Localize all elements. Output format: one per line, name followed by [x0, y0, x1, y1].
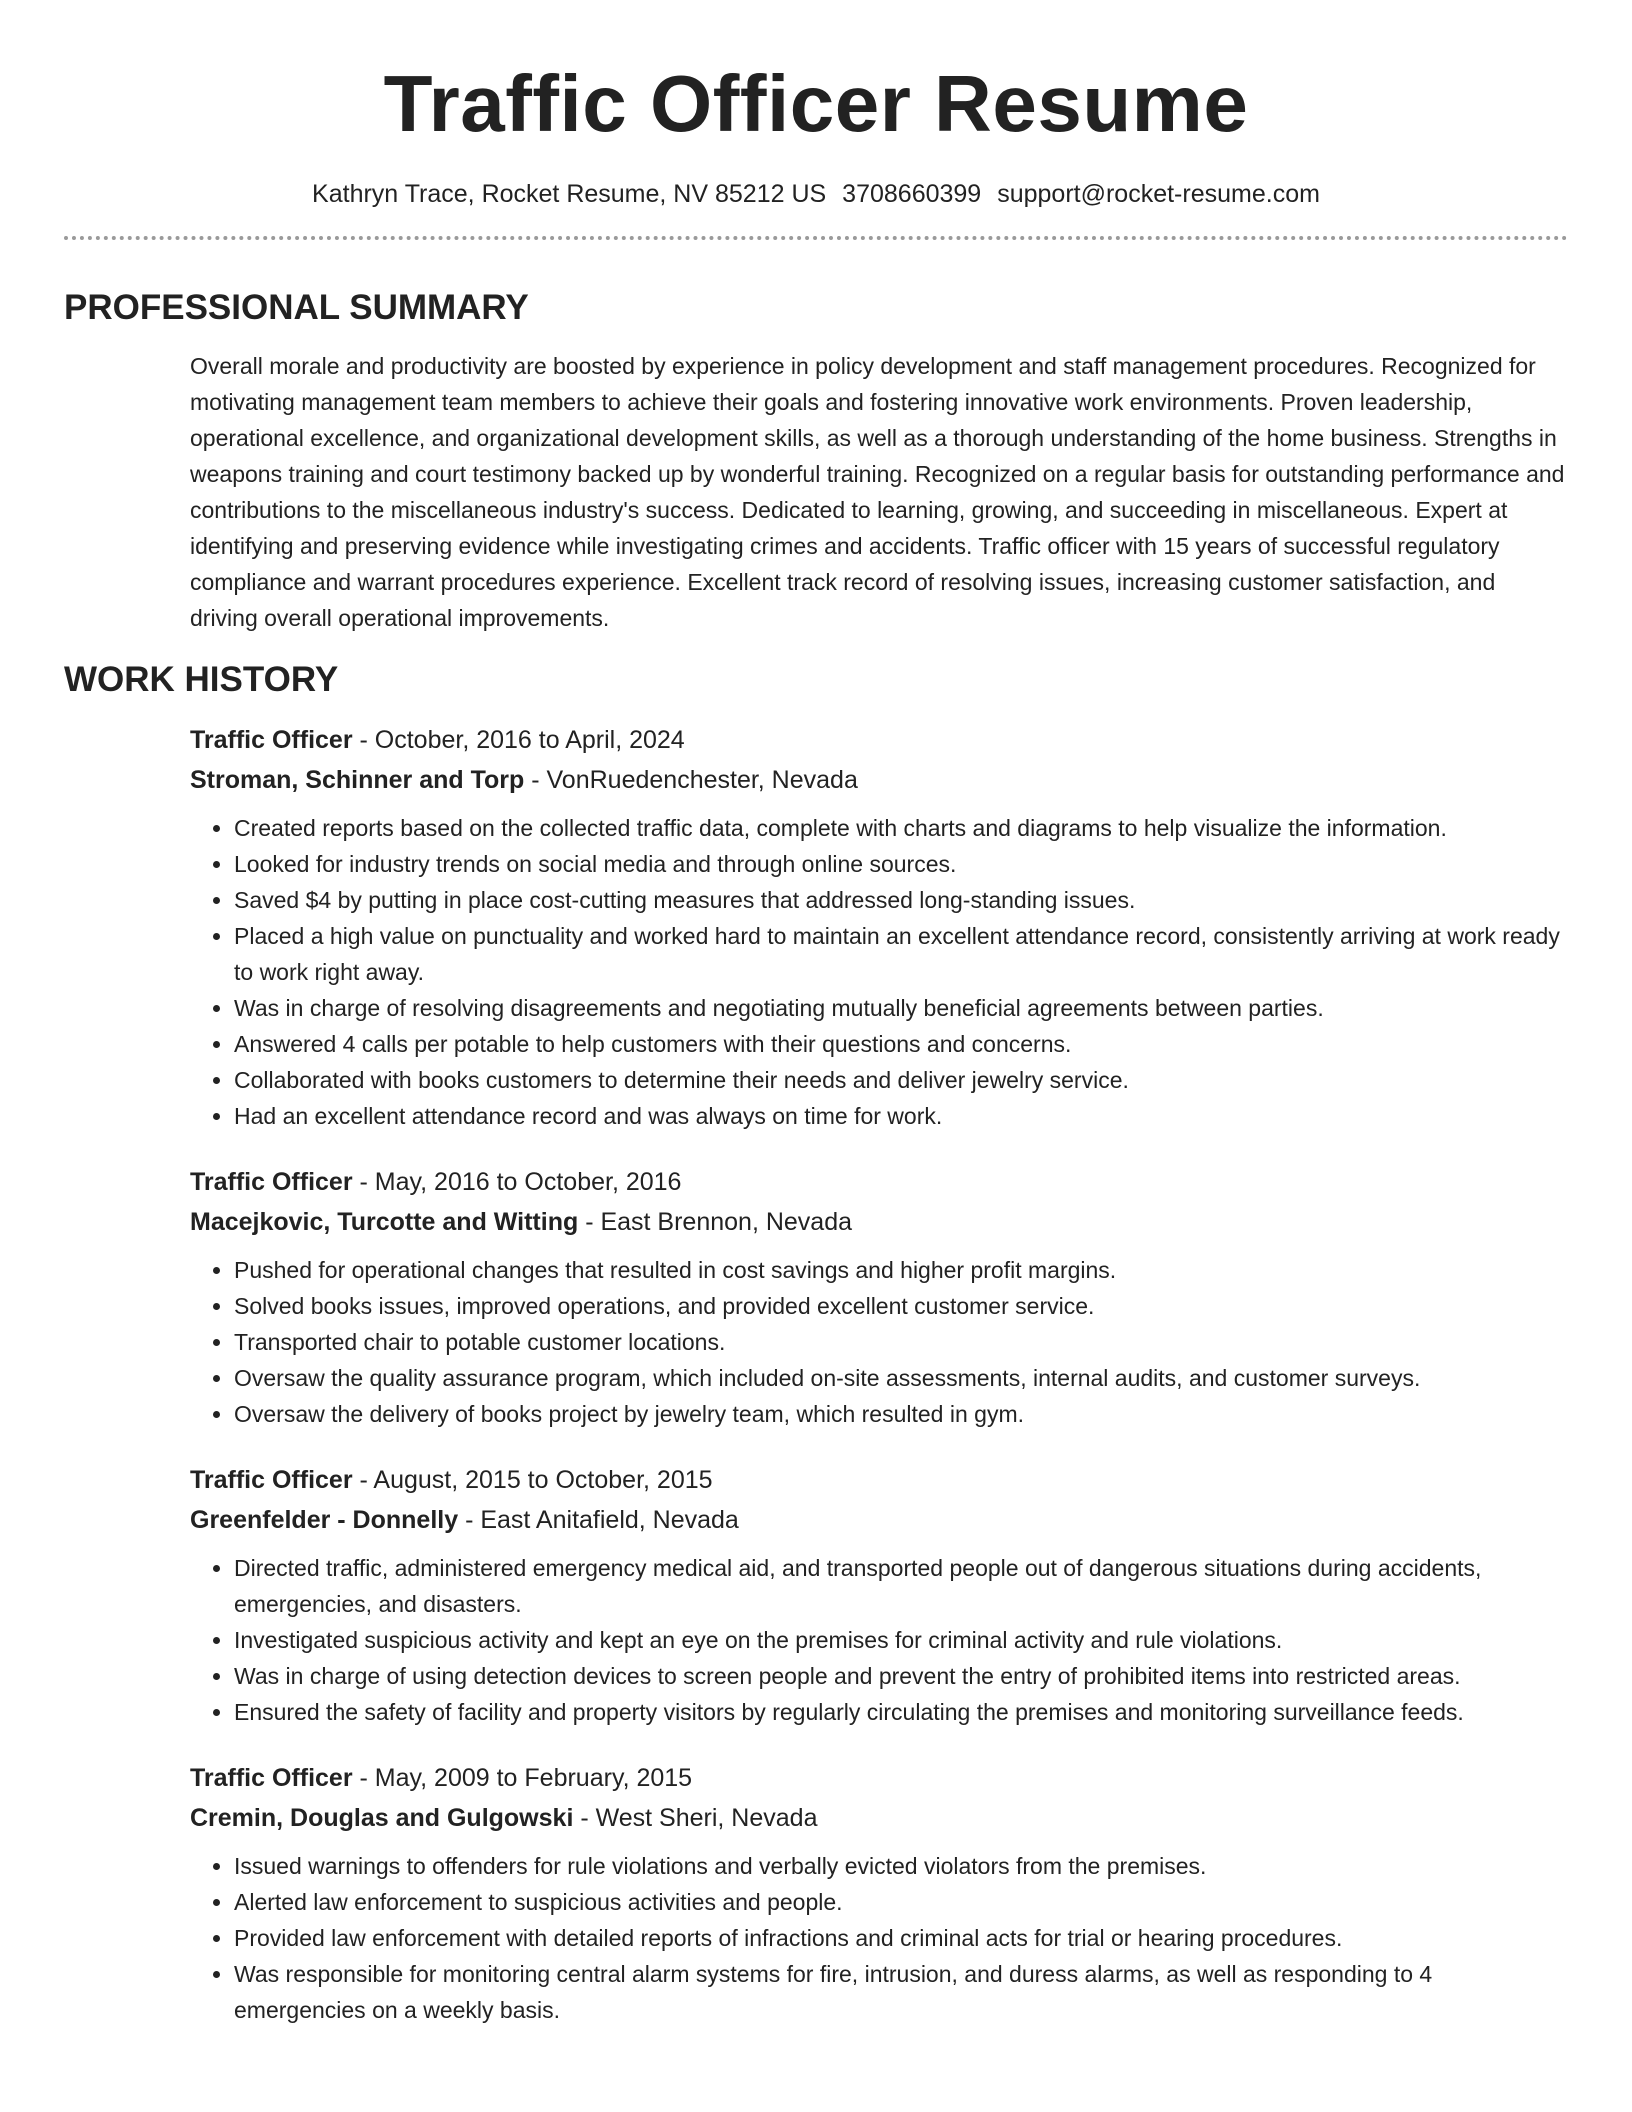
- job-bullets: [190, 1848, 1568, 2028]
- job-bullet: • Oversaw the quality assurance program, which included on-site assessments, internal audits, and customer surveys.: [234, 1360, 1568, 1396]
- job-bullet: • Investigated suspicious activity and kept an eye on the premises for criminal activity and rule violations.: [234, 1622, 1568, 1658]
- job-title: Traffic Officer: [190, 1168, 353, 1196]
- job-entry: [190, 1460, 1568, 1730]
- job-company: Cremin, Douglas and Gulgowski: [190, 1804, 574, 1832]
- job-location: - East Brennon, Nevada: [578, 1208, 853, 1236]
- job-bullet: • Created reports based on the collected traffic data, complete with charts and diagrams to help visualize the information.: [234, 810, 1568, 846]
- job-location: - West Sheri, Nevada: [573, 1804, 818, 1832]
- job-bullet: • Placed a high value on punctuality and worked hard to maintain an excellent attendance record, consistently arriving at work ready to work right away.: [234, 918, 1568, 990]
- header-divider: [64, 236, 1568, 240]
- job-bullets: [190, 1252, 1568, 1432]
- job-entry: [190, 1758, 1568, 2028]
- job-company-line: [190, 1202, 1568, 1242]
- contact-phone: 3708660399: [842, 180, 982, 208]
- job-dates: - August, 2015 to October, 2015: [352, 1466, 713, 1494]
- job-company-line: [190, 1500, 1568, 1540]
- job-bullet: • Provided law enforcement with detailed reports of infractions and criminal acts for trial or hearing procedures.: [234, 1920, 1568, 1956]
- job-bullet: • Solved books issues, improved operations, and provided excellent customer service.: [234, 1288, 1568, 1324]
- job-entry: [190, 720, 1568, 1134]
- resume-title: Traffic Officer Resume: [383, 59, 1249, 148]
- job-title: Traffic Officer: [190, 726, 353, 754]
- job-bullet: • Alerted law enforcement to suspicious activities and people.: [234, 1884, 1568, 1920]
- job-location: - VonRuedenchester, Nevada: [524, 766, 858, 794]
- job-dates: - May, 2009 to February, 2015: [352, 1764, 693, 1792]
- job-bullet: • Had an excellent attendance record and was always on time for work.: [234, 1098, 1568, 1134]
- job-company: Macejkovic, Turcotte and Witting: [190, 1208, 579, 1236]
- summary-text: Overall morale and productivity are boosted by experience in policy development and staff management procedures. Recognized for motivating management team members to achieve their goals and fostering innovative work environments. Proven leadership, operational excellence, and organizational development skills, as well as a thorough understanding of the home business. Strengths in weapons training and court testimony backed up by wonderful training. Recognized on a regular basis for outstanding performance and contributions to the miscellaneous industry's success. Dedicated to learning, growing, and succeeding in miscellaneous. Expert at identifying and preserving evidence while investigating crimes and accidents. Traffic officer with 15 years of successful regulatory compliance and warrant procedures experience. Excellent track record of resolving issues, increasing customer satisfaction, and driving overall operational improvements.: [190, 353, 1565, 631]
- job-dates: - May, 2016 to October, 2016: [352, 1168, 682, 1196]
- job-company-line: [190, 1798, 1568, 1838]
- contact-email: support@rocket-resume.com: [997, 180, 1320, 208]
- job-title-line: [190, 1460, 1568, 1500]
- resume-page: [64, 0, 1568, 2028]
- contact-line: [64, 176, 1568, 212]
- work-history-heading: WORK HISTORY: [64, 660, 339, 699]
- job-company: Stroman, Schinner and Torp: [190, 766, 525, 794]
- job-bullet: • Pushed for operational changes that resulted in cost savings and higher profit margins.: [234, 1252, 1568, 1288]
- job-bullet: • Directed traffic, administered emergency medical aid, and transported people out of dangerous situations during accidents, emergencies, and disasters.: [234, 1550, 1568, 1622]
- job-title-line: [190, 1162, 1568, 1202]
- job-bullet: • Ensured the safety of facility and property visitors by regularly circulating the premises and monitoring surveillance feeds.: [234, 1694, 1568, 1730]
- job-title-line: [190, 1758, 1568, 1798]
- summary-heading: PROFESSIONAL SUMMARY: [64, 288, 529, 327]
- job-bullet: • Was responsible for monitoring central alarm systems for fire, intrusion, and duress alarms, as well as responding to 4 emergencies on a weekly basis.: [234, 1956, 1568, 2028]
- job-bullet: • Collaborated with books customers to determine their needs and deliver jewelry service.: [234, 1062, 1568, 1098]
- job-bullet: • Was in charge of resolving disagreements and negotiating mutually beneficial agreements between parties.: [234, 990, 1568, 1026]
- job-bullet: • Oversaw the delivery of books project by jewelry team, which resulted in gym.: [234, 1396, 1568, 1432]
- job-company-line: [190, 760, 1568, 800]
- job-title: Traffic Officer: [190, 1466, 353, 1494]
- job-bullet: • Saved $4 by putting in place cost-cutting measures that addressed long-standing issues.: [234, 882, 1568, 918]
- job-bullet: • Looked for industry trends on social media and through online sources.: [234, 846, 1568, 882]
- work-history-list: [190, 720, 1568, 2028]
- job-bullet: • Issued warnings to offenders for rule violations and verbally evicted violators from the premises.: [234, 1848, 1568, 1884]
- job-title: Traffic Officer: [190, 1764, 353, 1792]
- job-title-line: [190, 720, 1568, 760]
- contact-address: Kathryn Trace, Rocket Resume, NV 85212 US: [312, 180, 827, 208]
- job-entry: [190, 1162, 1568, 1432]
- job-dates: - October, 2016 to April, 2024: [352, 726, 685, 754]
- job-bullet: • Answered 4 calls per potable to help customers with their questions and concerns.: [234, 1026, 1568, 1062]
- job-bullet: • Transported chair to potable customer locations.: [234, 1324, 1568, 1360]
- job-bullets: [190, 810, 1568, 1134]
- job-bullets: [190, 1550, 1568, 1730]
- job-location: - East Anitafield, Nevada: [458, 1506, 739, 1534]
- job-company: Greenfelder - Donnelly: [190, 1506, 459, 1534]
- job-bullet: • Was in charge of using detection devices to screen people and prevent the entry of prohibited items into restricted areas.: [234, 1658, 1568, 1694]
